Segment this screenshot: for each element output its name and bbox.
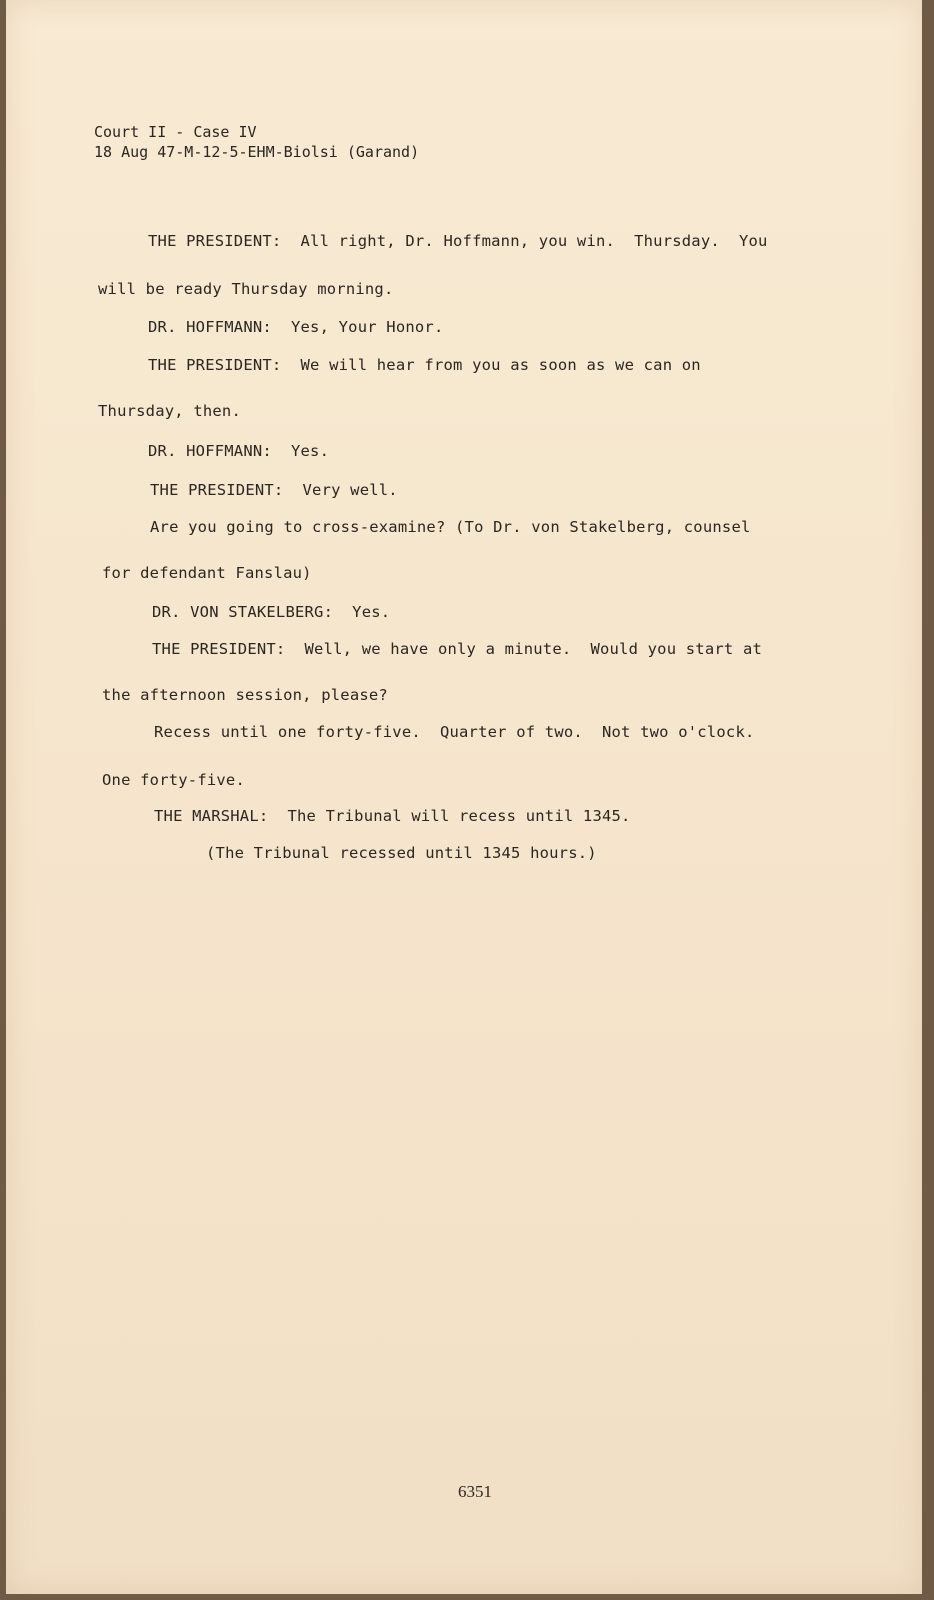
transcript-line: THE PRESIDENT: Very well. — [150, 481, 398, 499]
header-session-id: 18 Aug 47-M-12-5-EHM-Biolsi (Garand) — [94, 143, 420, 161]
transcript-line: for defendant Fanslau) — [102, 564, 312, 582]
document-page — [6, 0, 922, 1594]
document-header — [94, 122, 419, 162]
transcript-line: DR. HOFFMANN: Yes. — [148, 442, 330, 460]
transcript-line: Recess until one forty-five. Quarter of two. Not two o'clock. — [154, 723, 755, 741]
transcript-line: the afternoon session, please? — [102, 686, 388, 704]
transcript-line: DR. VON STAKELBERG: Yes. — [152, 603, 391, 621]
transcript-line: Are you going to cross-examine? (To Dr. von Stakelberg, counsel — [150, 518, 751, 536]
transcript-line: (The Tribunal recessed until 1345 hours.) — [206, 844, 597, 862]
transcript-line: One forty-five. — [102, 771, 245, 789]
transcript-line: DR. HOFFMANN: Yes, Your Honor. — [148, 318, 444, 336]
header-court-case: Court II - Case IV — [94, 123, 257, 141]
transcript-line: will be ready Thursday morning. — [98, 280, 394, 298]
transcript-line: THE PRESIDENT: We will hear from you as soon as we can on — [148, 356, 701, 374]
transcript-line: THE MARSHAL: The Tribunal will recess until 1345. — [154, 807, 631, 825]
transcript-line: Thursday, then. — [98, 402, 241, 420]
transcript-line: THE PRESIDENT: All right, Dr. Hoffmann, you win. Thursday. You — [148, 232, 768, 250]
transcript-line: THE PRESIDENT: Well, we have only a minute. Would you start at — [152, 640, 763, 658]
page-number: 6351 — [458, 1482, 492, 1501]
